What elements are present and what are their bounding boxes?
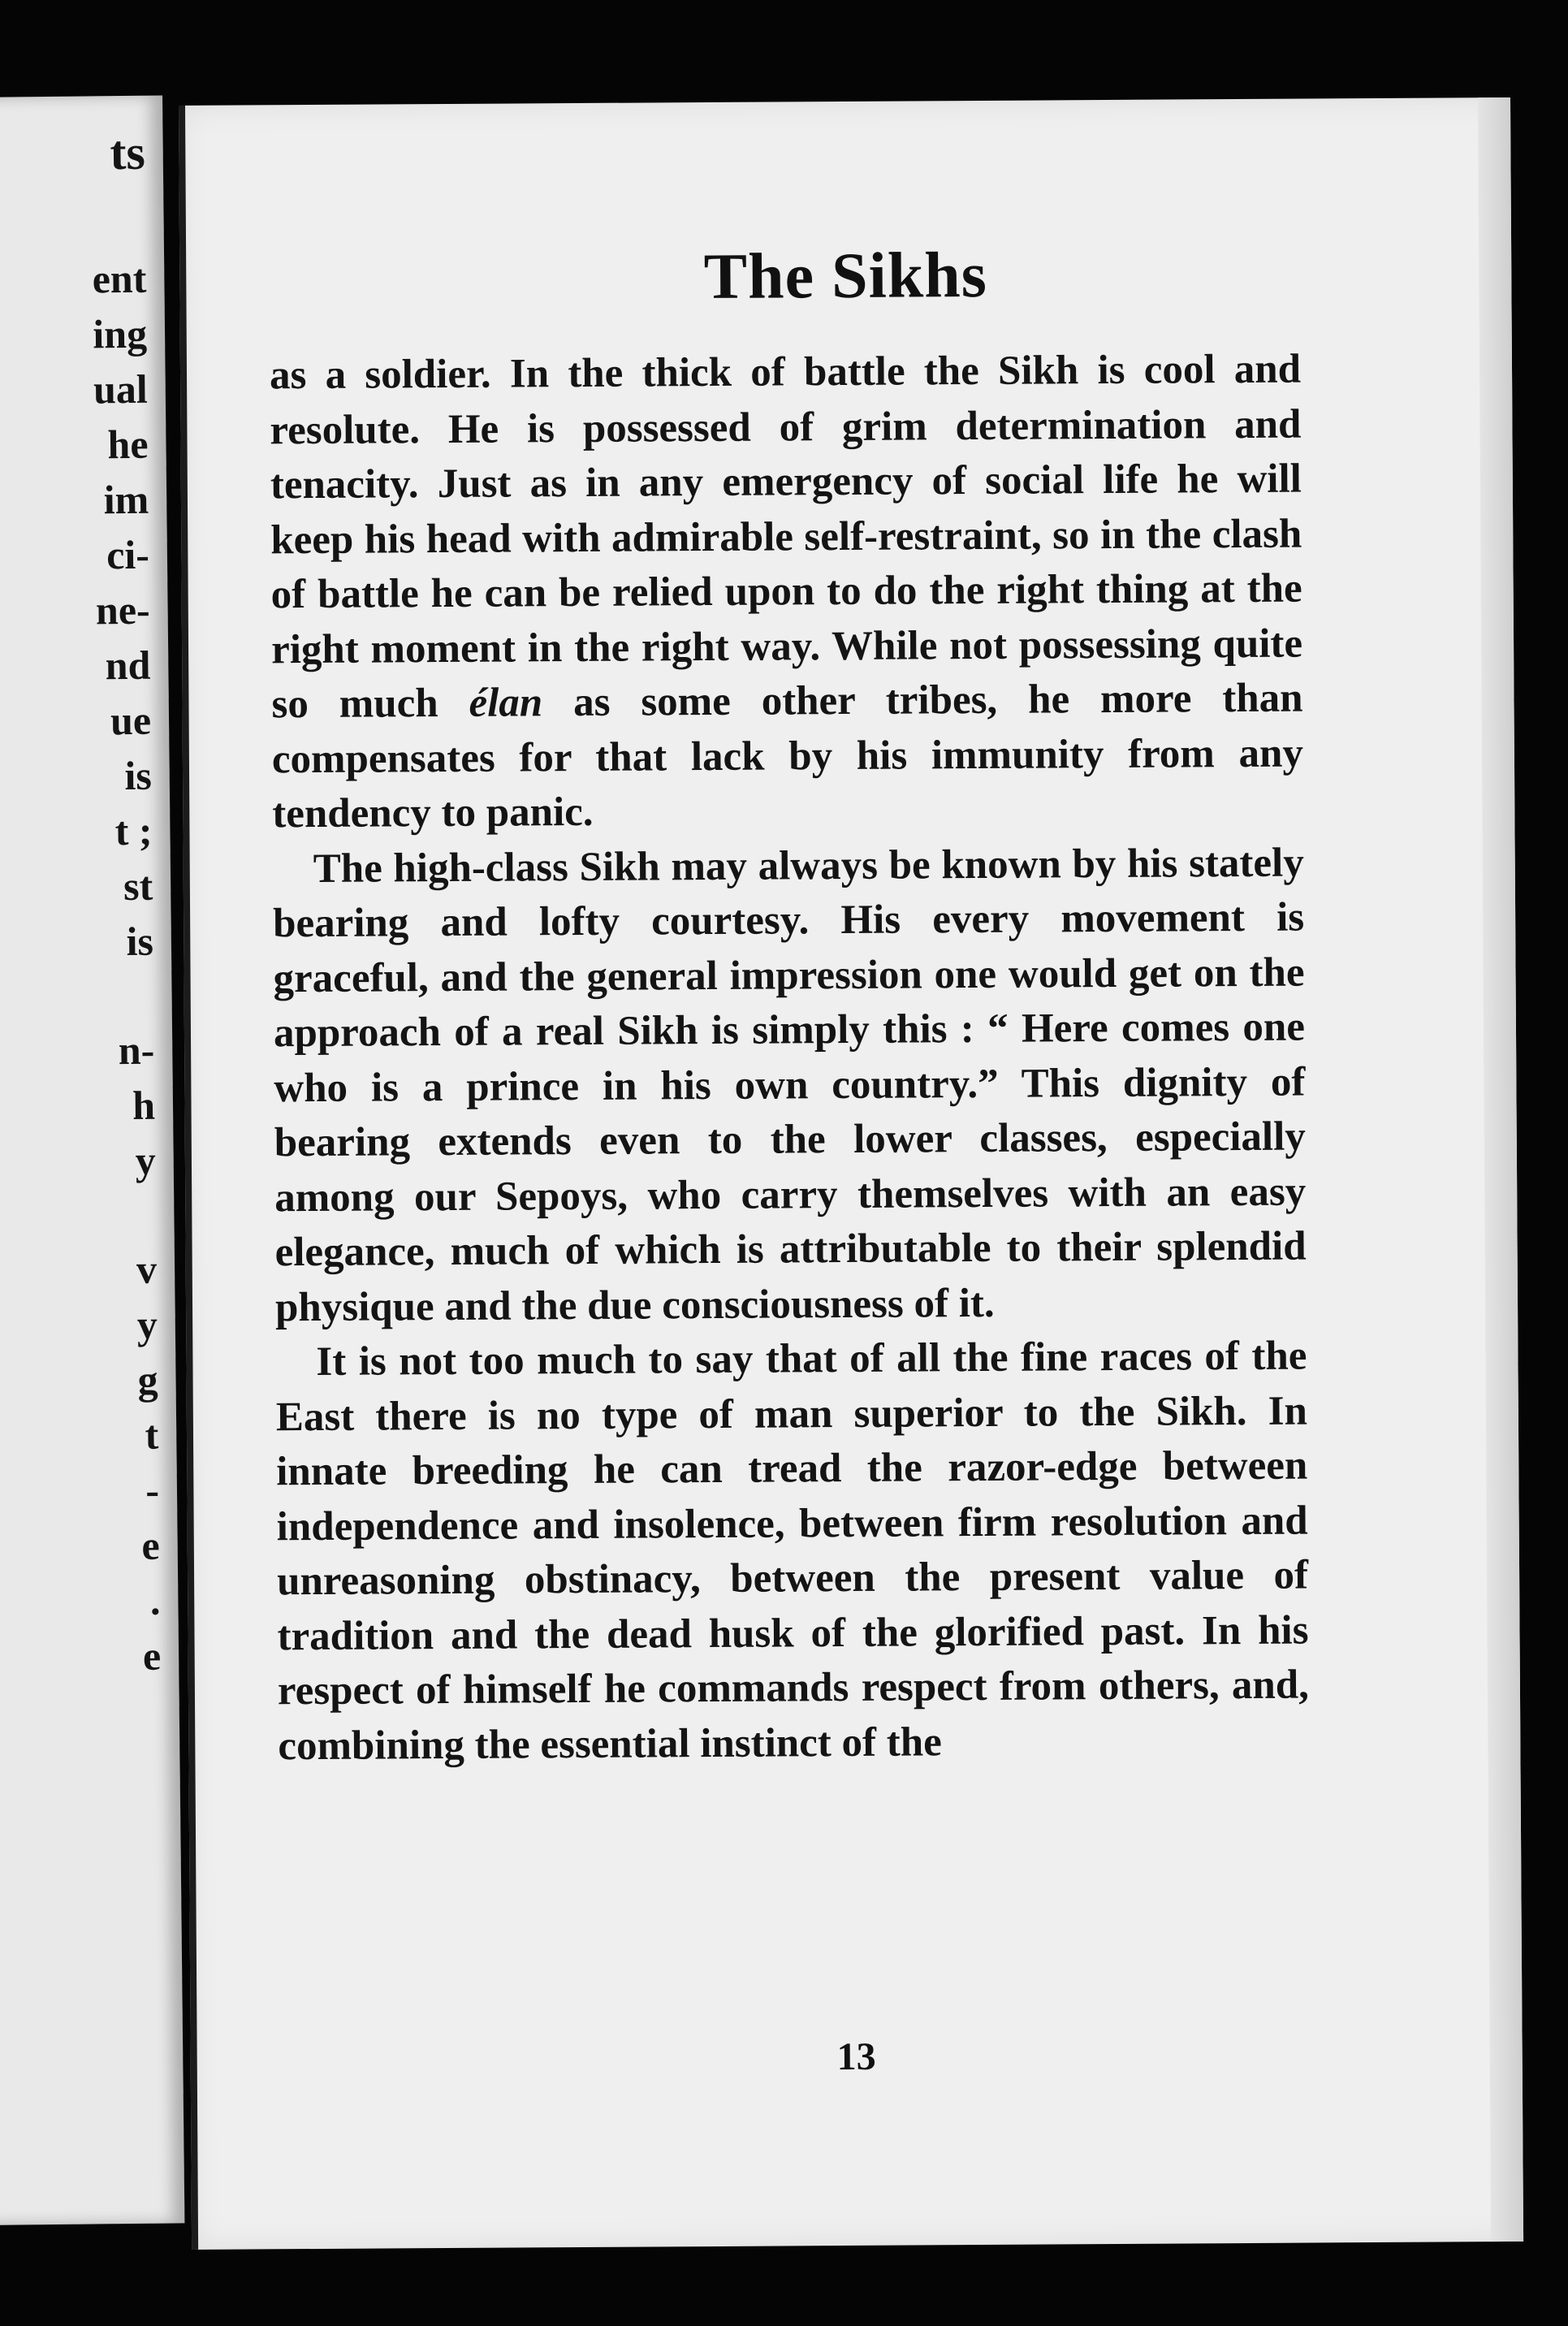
prev-page-fragment: e <box>141 1522 160 1568</box>
prev-page-fragment: nd <box>105 642 151 689</box>
running-head: The Sikhs <box>703 239 988 313</box>
prev-page-fragment: h <box>132 1082 156 1128</box>
prev-page-fragment: y <box>135 1137 157 1183</box>
prev-page-fragment: - <box>145 1467 160 1513</box>
prev-page-fragment: ual <box>93 365 149 413</box>
prev-page-fragment: he <box>107 421 149 468</box>
page-number: 13 <box>836 2034 876 2079</box>
paragraph: The high-class Sikh may always be known by his stately bearing and lofty courtesy. His every movement is graceful, and the general impression one would get on the approach of a real Sikh is simply this : “ Here comes one who is a prince in his own country.” This dignity of bearing extends even to the lower classes, especially among our Sepoys, who carry themselves with an easy elegance, much of which is attributable to their splendid physique and the due consciousness of it. <box>272 840 1307 1330</box>
paragraph <box>270 343 1304 842</box>
prev-page-fragment: t ; <box>114 807 153 854</box>
prev-page-fragment: e <box>142 1632 162 1679</box>
italic-word: élan <box>469 680 543 726</box>
previous-page-edge <box>0 95 184 2224</box>
prev-page-fragment: ci- <box>106 531 150 578</box>
prev-page-fragment: ue <box>110 697 152 744</box>
paragraph-text: as some other tribes, he more than compensates for that lack by his immunity from any tendency to panic. <box>271 675 1304 837</box>
prev-page-fragment: ent <box>92 255 147 302</box>
prev-page-fragment: im <box>103 476 149 523</box>
prev-page-fragment: . <box>149 1577 161 1623</box>
prev-page-fragment: st <box>123 863 153 910</box>
book-page <box>179 97 1523 2250</box>
prev-page-fragment: ne- <box>95 586 150 633</box>
prev-page-fragment: g <box>137 1356 158 1403</box>
page-body <box>270 343 1310 1775</box>
prev-page-fragment: v <box>136 1246 158 1292</box>
paragraph: It is not too much to say that of all the fine races of the East there is no type of man superior to the Sikh. In innate breeding he can tread the razor-edge between independence and insolence, between firm resolution and unreasoning obstinacy, between the present value of tradition and the dead husk of the glorified past. In his respect of himself he commands respect from others, and, combining the essential instinct of the <box>275 1333 1310 1769</box>
prev-page-fragment: is <box>124 752 153 799</box>
prev-page-fragment: ing <box>93 310 148 357</box>
prev-page-fragment: ts <box>110 125 146 180</box>
paragraph-text: as a soldier. In the thick of battle the Sikh is cool and resolute. He is possessed of grim determination and tenacity. Just as in any emergency of social life he will keep his head with admirable self-restraint, so in the clash of battle he can be relied upon to do the right thing at the right moment in the right way. While not possessing quite so much <box>269 346 1303 728</box>
prev-page-fragment: is <box>126 918 154 965</box>
prev-page-fragment: t <box>145 1412 159 1458</box>
prev-page-fragment: y <box>136 1301 158 1347</box>
prev-page-fragment: n- <box>118 1027 155 1074</box>
